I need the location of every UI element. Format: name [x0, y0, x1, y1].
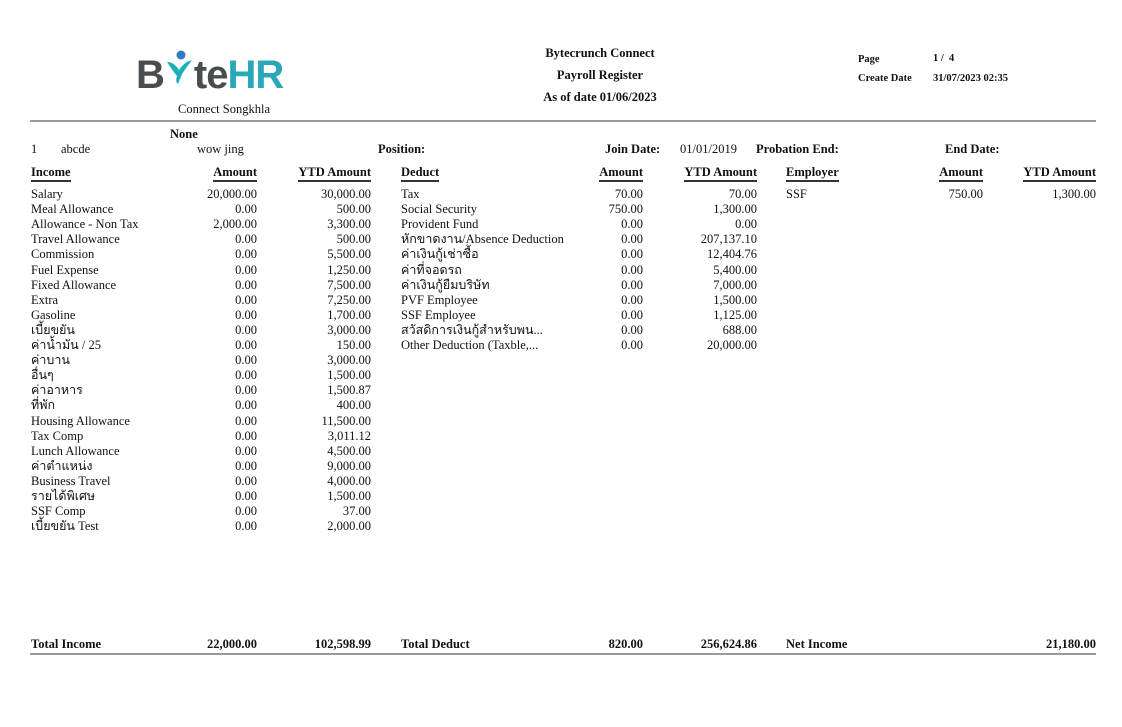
deduct-item-name: ค่าที่จอดรถ	[401, 262, 462, 277]
deduct-item-name: PVF Employee	[401, 292, 478, 307]
income-item-amount: 0.00	[235, 383, 257, 398]
deduct-row	[401, 247, 757, 262]
income-item-amount: 0.00	[235, 489, 257, 503]
deduct-header: Deduct	[401, 165, 439, 182]
deduct-row	[401, 263, 757, 278]
income-row	[31, 247, 371, 262]
income-item-amount: 0.00	[235, 202, 257, 217]
deduct-row	[401, 187, 757, 202]
deduct-item-amount: 0.00	[621, 322, 643, 337]
income-row	[31, 444, 371, 459]
income-item-ytd: 3,011.12	[327, 428, 371, 443]
income-item-amount: 0.00	[235, 277, 257, 292]
deduct-row	[401, 278, 757, 293]
net-income-value: 21,180.00	[1046, 637, 1096, 651]
income-item-ytd: 1,250.00	[327, 262, 371, 277]
income-item-ytd: 9,000.00	[327, 458, 371, 473]
income-item-ytd: 2,000.00	[327, 519, 371, 534]
employer-item-ytd: 1,300.00	[1052, 187, 1096, 201]
position-label: Position:	[378, 142, 426, 156]
income-item-ytd: 30,000.00	[321, 187, 371, 201]
company-title: Bytecrunch Connect	[545, 46, 655, 60]
total-income-label: Total Income	[31, 637, 102, 651]
deduct-item-ytd: 70.00	[728, 187, 757, 201]
income-row	[31, 504, 371, 519]
income-row	[31, 414, 371, 429]
probation-end-label: Probation End:	[756, 142, 839, 156]
income-item-ytd: 1,500.00	[327, 489, 371, 503]
page-number: 1 / 4	[933, 53, 955, 64]
income-row	[31, 278, 371, 293]
income-item-amount: 0.00	[235, 262, 257, 277]
net-income-label: Net Income	[786, 637, 848, 651]
income-item-ytd: 7,500.00	[327, 277, 371, 292]
employee-name: wow jing	[197, 142, 244, 156]
deduct-item-name: สวัสดิการเงินกู้สำหรับพน...	[401, 322, 543, 337]
income-item-ytd: 4,000.00	[327, 473, 371, 488]
deduct-amount-header: Amount	[599, 165, 643, 182]
income-row	[31, 459, 371, 474]
income-item-amount: 20,000.00	[207, 187, 257, 201]
income-item-amount: 0.00	[235, 413, 257, 428]
employer-ytd-header: YTD Amount	[1023, 165, 1096, 182]
employer-header: Employer	[786, 165, 839, 182]
income-item-name: Gasoline	[31, 307, 76, 322]
income-item-name: ค่าอาหาร	[31, 383, 83, 398]
deduct-row	[401, 323, 757, 338]
income-row	[31, 293, 371, 308]
income-item-amount: 0.00	[235, 247, 257, 262]
deduct-item-ytd: 7,000.00	[713, 277, 757, 292]
income-item-amount: 0.00	[235, 398, 257, 413]
create-date-value: 31/07/2023 02:35	[933, 73, 1008, 84]
income-item-amount: 2,000.00	[213, 217, 257, 232]
income-item-amount: 0.00	[235, 504, 257, 519]
employee-number: 1	[31, 142, 38, 156]
deduct-item-ytd: 0.00	[735, 217, 757, 232]
income-row	[31, 398, 371, 413]
footer-divider	[30, 653, 1096, 655]
income-item-name: ค่าบาน	[31, 353, 70, 368]
income-ytd-header: YTD Amount	[298, 165, 371, 182]
income-item-ytd: 7,250.00	[327, 292, 371, 307]
income-item-name: Fuel Expense	[31, 262, 99, 277]
deduct-item-ytd: 20,000.00	[707, 338, 757, 352]
income-item-amount: 0.00	[235, 368, 257, 383]
income-item-amount: 0.00	[235, 428, 257, 443]
deduct-item-name: ค่าเงินกู้ยืมบริษัท	[401, 277, 490, 292]
deduct-row	[401, 202, 757, 217]
report-title: Payroll Register	[556, 68, 644, 82]
income-item-name: Fixed Allowance	[31, 277, 117, 292]
end-date-label: End Date:	[945, 142, 1000, 156]
deduct-item-name: หักขาดงาน/Absence Deduction	[401, 232, 564, 247]
deduct-item-amount: 750.00	[608, 202, 643, 217]
employee-code: abcde	[61, 142, 91, 156]
income-item-name: เบี้ยขยัน Test	[31, 519, 99, 534]
income-item-amount: 0.00	[235, 307, 257, 322]
deduct-item-amount: 0.00	[621, 262, 643, 277]
income-item-ytd: 1,500.00	[327, 368, 371, 383]
income-row	[31, 338, 371, 353]
income-row	[31, 263, 371, 278]
income-item-name: Allowance - Non Tax	[31, 217, 139, 232]
deduct-item-ytd: 5,400.00	[713, 262, 757, 277]
income-item-ytd: 500.00	[336, 232, 371, 247]
income-row	[31, 323, 371, 338]
income-item-name: Travel Allowance	[31, 232, 120, 247]
income-item-name: ค่าตำแหน่ง	[31, 458, 93, 473]
income-item-name: Extra	[31, 292, 59, 307]
income-item-name: SSF Comp	[31, 504, 86, 519]
income-amount-header: Amount	[213, 165, 257, 182]
income-row	[31, 187, 371, 202]
income-row	[31, 489, 371, 504]
income-item-name: อื่นๆ	[31, 368, 54, 383]
deduct-item-name: Tax	[401, 187, 420, 201]
income-item-ytd: 4,500.00	[327, 443, 371, 458]
deduct-item-name: Social Security	[401, 202, 478, 217]
income-item-name: ที่พัก	[31, 398, 56, 413]
deduct-item-ytd: 207,137.10	[700, 232, 757, 247]
income-row	[31, 217, 371, 232]
income-item-ytd: 3,300.00	[327, 217, 371, 232]
logo-hr: HR	[227, 53, 284, 97]
deduct-row	[401, 293, 757, 308]
deduct-item-ytd: 12,404.76	[707, 247, 757, 262]
deduct-item-amount: 0.00	[621, 217, 643, 232]
deduct-item-amount: 70.00	[614, 187, 643, 201]
income-item-amount: 0.00	[235, 322, 257, 337]
income-item-ytd: 1,700.00	[327, 307, 371, 322]
deduct-item-name: Provident Fund	[401, 217, 479, 232]
income-item-name: Housing Allowance	[31, 413, 130, 428]
deduct-item-name: ค่าเงินกู้เช่าซื้อ	[401, 247, 479, 262]
income-item-ytd: 5,500.00	[327, 247, 371, 262]
income-item-amount: 0.00	[235, 292, 257, 307]
income-item-ytd: 3,000.00	[327, 353, 371, 368]
income-item-amount: 0.00	[235, 458, 257, 473]
deduct-item-name: SSF Employee	[401, 307, 476, 322]
deduct-item-ytd: 1,500.00	[713, 292, 757, 307]
deduct-item-ytd: 1,125.00	[713, 307, 757, 322]
income-row	[31, 519, 371, 534]
income-item-name: Commission	[31, 247, 95, 262]
income-item-name: Business Travel	[31, 473, 111, 488]
employer-item-amount: 750.00	[948, 187, 983, 201]
income-item-name: Meal Allowance	[31, 202, 114, 217]
income-item-ytd: 1,500.87	[327, 383, 371, 398]
income-item-name: Tax Comp	[31, 428, 84, 443]
logo-te: te	[193, 53, 228, 97]
income-row	[31, 474, 371, 489]
deduct-row	[401, 232, 757, 247]
deduct-item-amount: 0.00	[621, 338, 643, 352]
deduct-item-amount: 0.00	[621, 247, 643, 262]
income-row	[31, 368, 371, 383]
department: None	[170, 127, 198, 141]
income-row	[31, 232, 371, 247]
employer-item-name: SSF	[786, 187, 807, 201]
employer-row	[786, 187, 1096, 202]
header-divider	[30, 120, 1096, 122]
income-item-name: รายได้พิเศษ	[31, 489, 96, 503]
income-item-ytd: 11,500.00	[321, 413, 371, 428]
income-item-ytd: 400.00	[336, 398, 371, 413]
income-item-ytd: 37.00	[342, 504, 371, 519]
total-income-amount: 22,000.00	[207, 637, 257, 651]
employer-amount-header: Amount	[939, 165, 983, 182]
income-item-name: Salary	[31, 187, 63, 201]
deduct-ytd-header: YTD Amount	[684, 165, 757, 182]
income-item-name: เบี้ยขยัน	[31, 322, 75, 337]
as-of-date: As of date 01/06/2023	[543, 90, 657, 104]
income-row	[31, 429, 371, 444]
deduct-item-amount: 0.00	[621, 277, 643, 292]
income-item-amount: 0.00	[235, 338, 257, 352]
income-item-ytd: 3,000.00	[327, 322, 371, 337]
logo-figure-icon	[164, 48, 194, 96]
deduct-row	[401, 217, 757, 232]
logo-letter-b: B	[136, 53, 164, 97]
deduct-row	[401, 338, 757, 353]
income-row	[31, 308, 371, 323]
income-item-ytd: 150.00	[336, 338, 371, 352]
income-item-name: ค่าน้ำมัน / 25	[31, 338, 101, 352]
create-date-label: Create Date	[858, 73, 912, 84]
deduct-item-ytd: 688.00	[722, 322, 757, 337]
total-deduct-label: Total Deduct	[401, 637, 470, 651]
join-date-label: Join Date:	[605, 142, 661, 156]
deduct-row	[401, 308, 757, 323]
income-item-name: Lunch Allowance	[31, 443, 120, 458]
income-row	[31, 383, 371, 398]
income-item-amount: 0.00	[235, 443, 257, 458]
income-header: Income	[31, 165, 71, 182]
income-item-amount: 0.00	[235, 353, 257, 368]
income-item-amount: 0.00	[235, 519, 257, 534]
deduct-item-amount: 0.00	[621, 307, 643, 322]
join-date-value: 01/01/2019	[680, 142, 737, 156]
page-label: Page	[858, 54, 880, 65]
total-income-ytd: 102,598.99	[314, 637, 371, 651]
deduct-item-ytd: 1,300.00	[713, 202, 757, 217]
income-item-ytd: 500.00	[336, 202, 371, 217]
branch-name: Connect Songkhla	[178, 102, 271, 116]
income-item-amount: 0.00	[235, 232, 257, 247]
income-row	[31, 353, 371, 368]
total-deduct-amount: 820.00	[608, 637, 643, 651]
income-item-amount: 0.00	[235, 473, 257, 488]
deduct-item-amount: 0.00	[621, 232, 643, 247]
deduct-item-name: Other Deduction (Taxble,...	[401, 338, 539, 352]
deduct-item-amount: 0.00	[621, 292, 643, 307]
company-logo	[136, 48, 306, 97]
total-deduct-ytd: 256,624.86	[700, 637, 757, 651]
income-row	[31, 202, 371, 217]
